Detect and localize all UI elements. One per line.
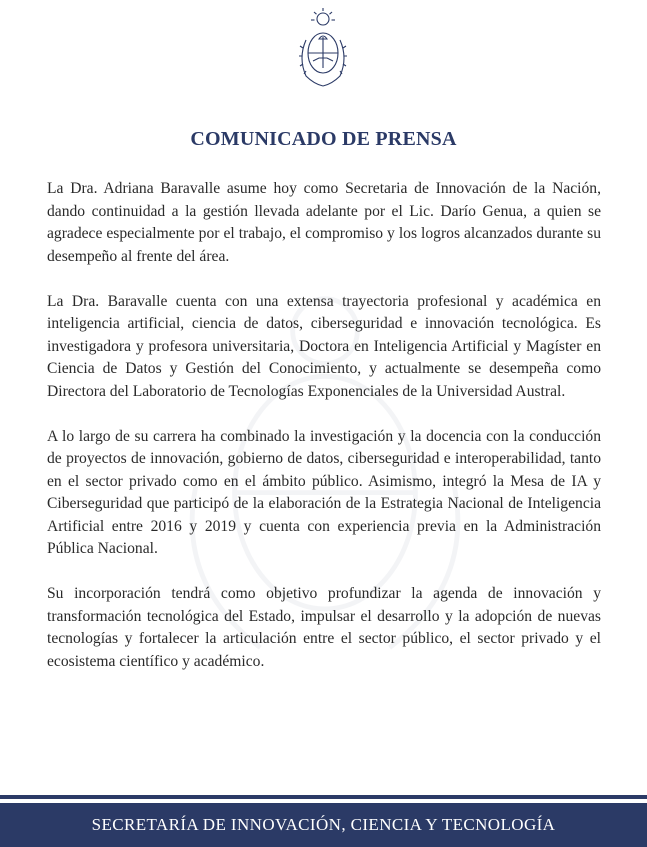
footer-banner: [0, 803, 647, 847]
argentina-coat-of-arms-icon: [292, 6, 354, 90]
paragraph: La Dra. Adriana Baravalle asume hoy como Secretaria de Innovación de la Nación, dando continuidad a la gestión llevada adelante por el Lic. Darío Genua, a quien se agradece especialmente por el trabajo, el compromiso y los logros alcanzados durante su desempeño al frente del área.: [47, 180, 601, 265]
press-release-body: [47, 178, 601, 696]
page-title: COMUNICADO DE PRENSA: [190, 128, 457, 150]
footer-divider: [0, 795, 647, 799]
paragraph: A lo largo de su carrera ha combinado la investigación y la docencia con la conducción de proyectos de innovación, gobierno de datos, ciberseguridad e interoperabilidad, tanto en el sector privado como en el ámbito público. Asimismo, integró la Mesa de IA y Ciberseguridad que participó de la elaboración de la Estrategia Nacional de Inteligencia Artificial entre 2016 y 2019 y cuenta con experiencia previa en la Administración Pública Nacional.: [47, 427, 601, 557]
footer-label: SECRETARÍA DE INNOVACIÓN, CIENCIA Y TECNOLOGÍA: [91, 815, 556, 834]
paragraph: Su incorporación tendrá como objetivo profundizar la agenda de innovación y transformación tecnológica del Estado, impulsar el desarrollo y la adopción de nuevas tecnologías y fortalecer la articulación entre el sector público, el sector privado y el ecosistema científico y académico.: [47, 585, 601, 670]
paragraph: La Dra. Baravalle cuenta con una extensa trayectoria profesional y académica en inteligencia artificial, ciencia de datos, ciberseguridad e innovación tecnológica. Es investigadora y profesora universitaria, Doctora en Inteligencia Artificial y Magíster en Ciencia de Datos y Gestión del Conocimiento, y actualmente se desempeña como Directora del Laboratorio de Tecnologías Exponenciales de la Universidad Austral.: [47, 292, 601, 400]
